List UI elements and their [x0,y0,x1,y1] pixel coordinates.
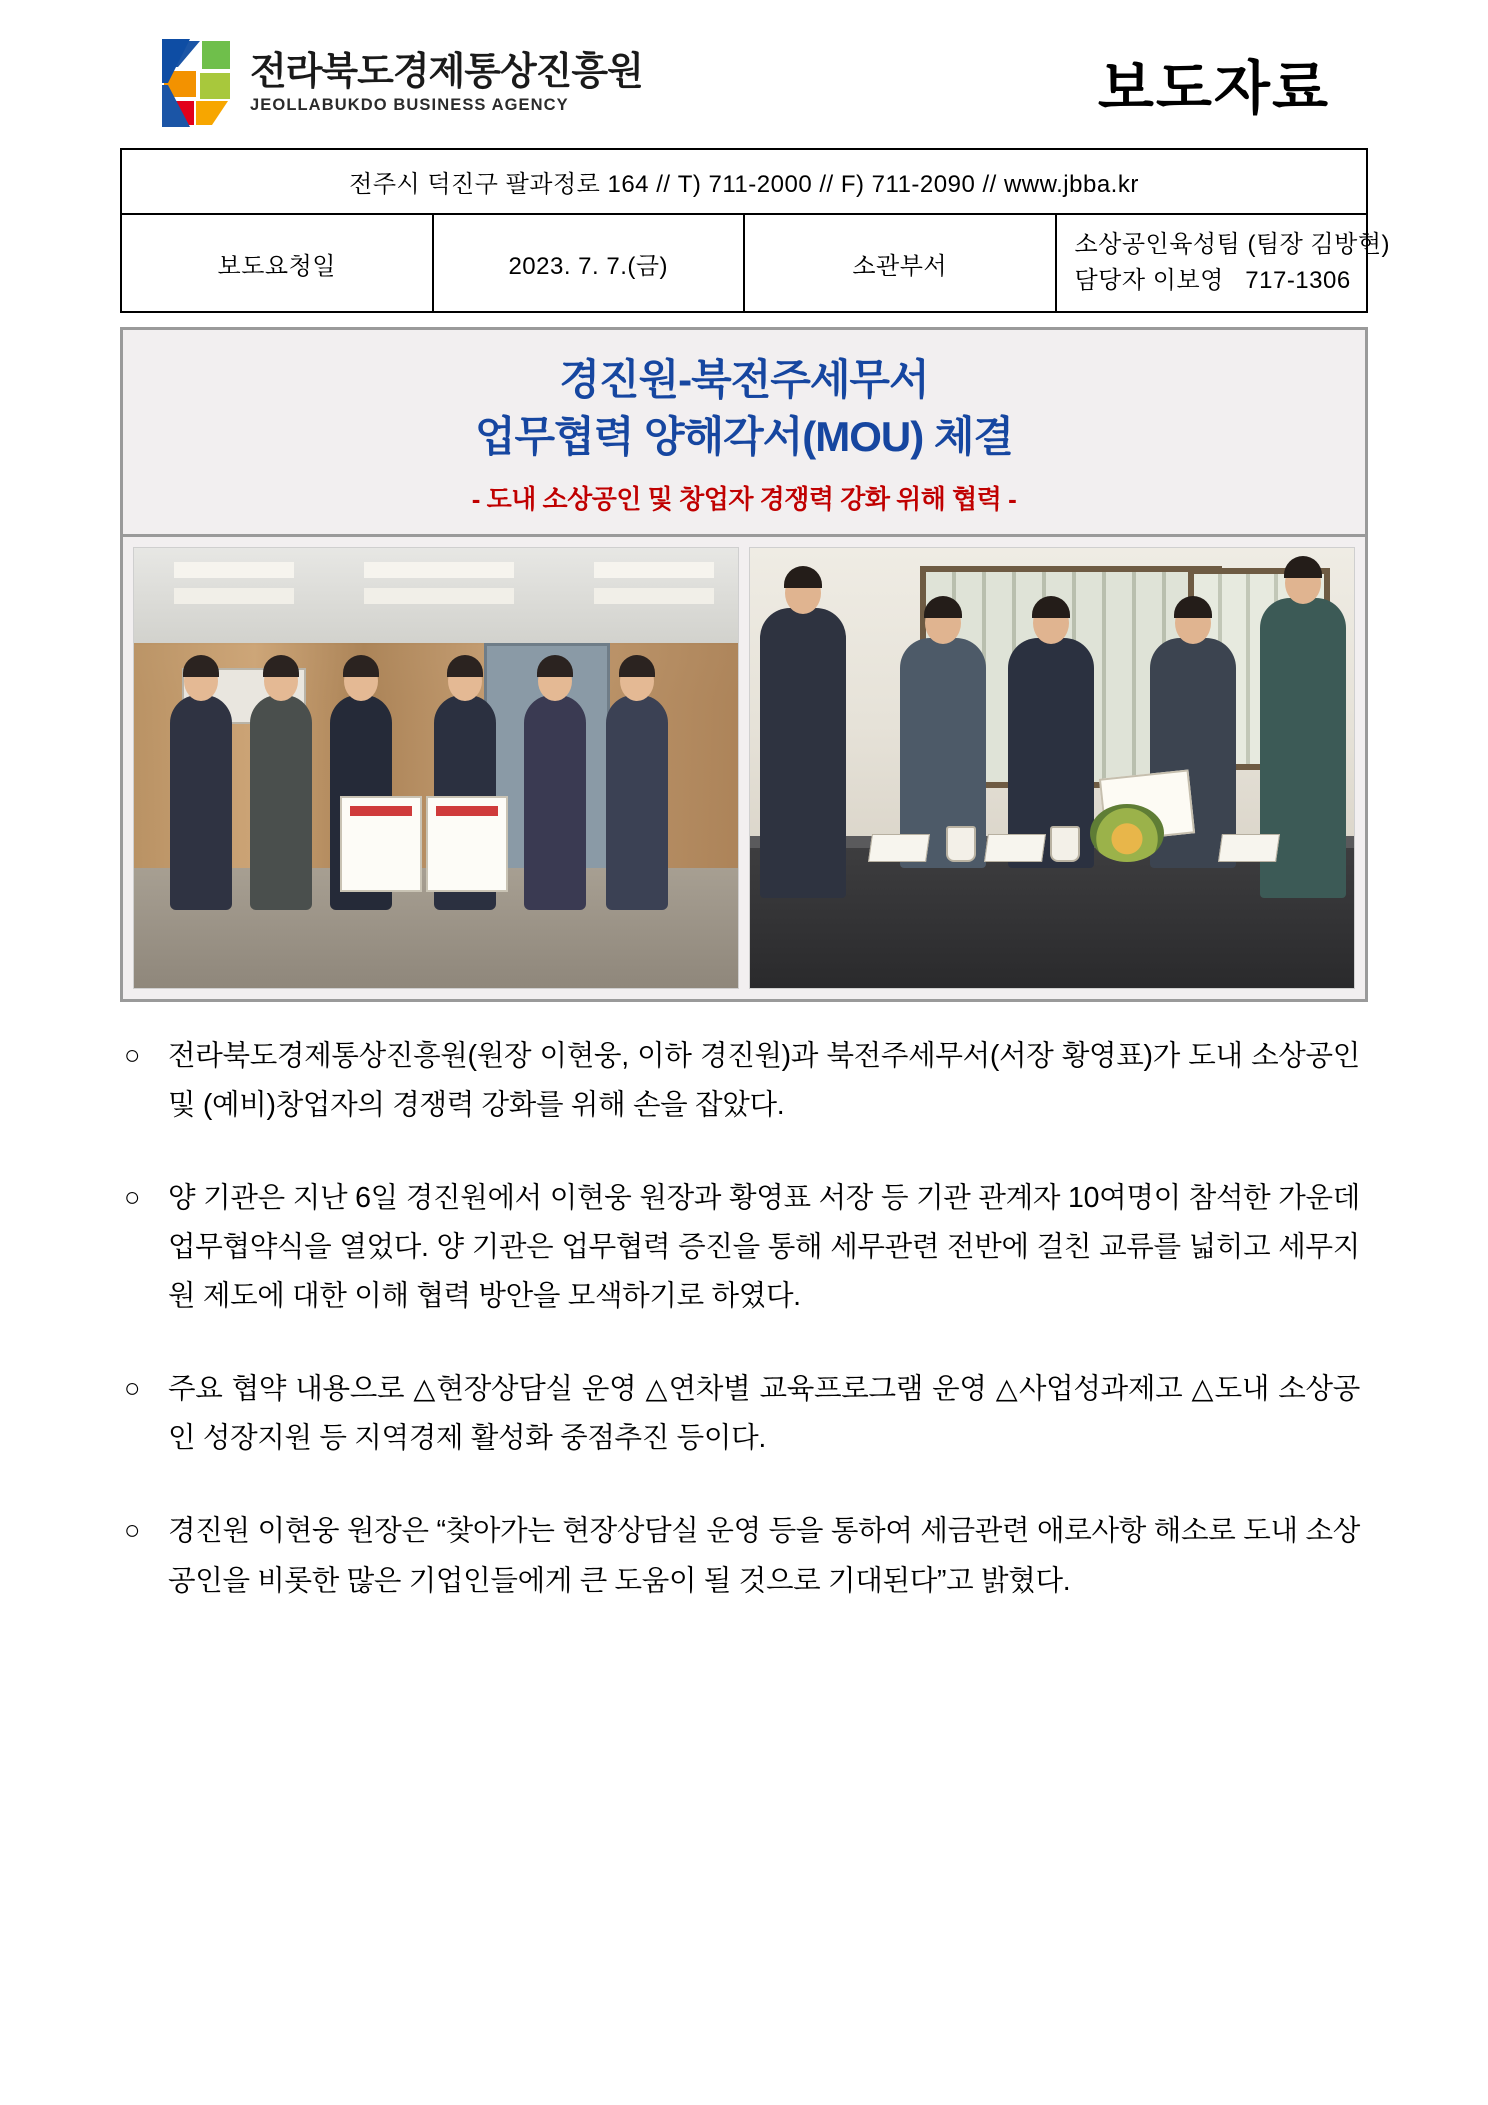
body-paragraph [124,1507,1360,1605]
photo1-mou-document [340,796,422,892]
department-value [1056,214,1391,312]
photo1-ceiling-panel [364,562,514,578]
bullet-icon: ○ [124,1040,141,1071]
photo-group-ceremony [133,547,739,989]
photo2-name-card [984,834,1046,862]
photo2-name-card [1218,834,1280,862]
headline-subtitle: - 도내 소상공인 및 창업자 경쟁력 강화 위해 협력 - [471,484,1017,515]
department-contact-line: 담당자 이보영 717-1306 [1074,267,1351,294]
bullet-icon: ○ [124,1515,141,1546]
photo1-person [250,695,312,910]
department-team-line: 소상공인육성팀 (팀장 김방현) [1074,231,1391,258]
photo2-name-card [868,834,930,862]
contact-info-table [120,148,1391,313]
photo1-mou-document [426,796,508,892]
body-paragraph [124,1365,1360,1463]
photo2-person-hair [784,566,822,588]
document-header [120,18,1368,148]
photo2-flower-arrangement [1090,804,1164,862]
headline-line-1: 경진원-북전주세무서 [559,356,929,403]
request-date-label: 보도요청일 [121,214,433,312]
photo1-person [170,695,232,910]
photo1-person [606,695,668,910]
body-paragraph [124,1032,1360,1130]
headline-line-2: 업무협력 양해각서(MOU) 체결 [474,412,1014,460]
photo2-cup [1050,826,1080,862]
logo-korean-name: 전라북도경제통상진흥원 [250,50,643,93]
table-row-address [121,149,1367,214]
body-paragraph-text: 전라북도경제통상진흥원(원장 이현웅, 이하 경진원)과 북전주세무서(서장 황영표)가 도내 소상공인 및 (예비)창업자의 경쟁력 강화를 위해 손을 잡았다. [168,1040,1360,1122]
photo-signing-handshake [749,547,1355,989]
article-body [120,1032,1368,1605]
bullet-icon: ○ [124,1182,141,1213]
headline-banner [120,327,1368,537]
photo1-ceiling-panel [594,562,714,578]
department-label: 소관부서 [744,214,1056,312]
body-paragraph [124,1174,1360,1321]
logo-english-name: JEOLLABUKDO BUSINESS AGENCY [250,95,569,114]
table-row-meta [121,214,1367,312]
address-cell: 전주시 덕진구 팔과정로 164 // T) 711-2000 // F) 711-2090 // www.jbba.kr [121,149,1367,214]
request-date-value: 2023. 7. 7.(금) [433,214,745,312]
body-paragraph-text: 경진원 이현웅 원장은 “찾아가는 현장상담실 운영 등을 통하여 세금관련 애로사항 해소로 도내 소상공인을 비롯한 많은 기업인들에게 큰 도움이 될 것으로 기대된다”고 밝혔다. [168,1515,1360,1597]
photo-strip [120,537,1368,1002]
document-type-title: 보도자료 [1097,56,1330,121]
agency-logo [160,37,643,129]
photo2-cup [946,826,976,862]
logo-mark-icon [160,37,234,129]
bullet-icon: ○ [124,1373,141,1404]
logo-text [250,50,643,114]
photo2-person [760,608,846,898]
body-paragraph-text: 양 기관은 지난 6일 경진원에서 이현웅 원장과 황영표 서장 등 기관 관계자 10여명이 참석한 가운데 업무협약식을 열었다. 양 기관은 업무협력 증진을 통해 세무관련 전반에 걸친 교류를 넓히고 세무지원 제도에 대한 이해 협력 방안을 모색하기로 하였다. [168,1182,1360,1313]
body-paragraph-text: 주요 협약 내용으로 △현장상담실 운영 △연차별 교육프로그램 운영 △사업성과제고 △도내 소상공인 성장지원 등 지역경제 활성화 중점추진 등이다. [168,1373,1360,1455]
photo1-ceiling-panel [174,562,294,578]
photo2-person-hair [1284,556,1322,578]
photo1-person [524,695,586,910]
